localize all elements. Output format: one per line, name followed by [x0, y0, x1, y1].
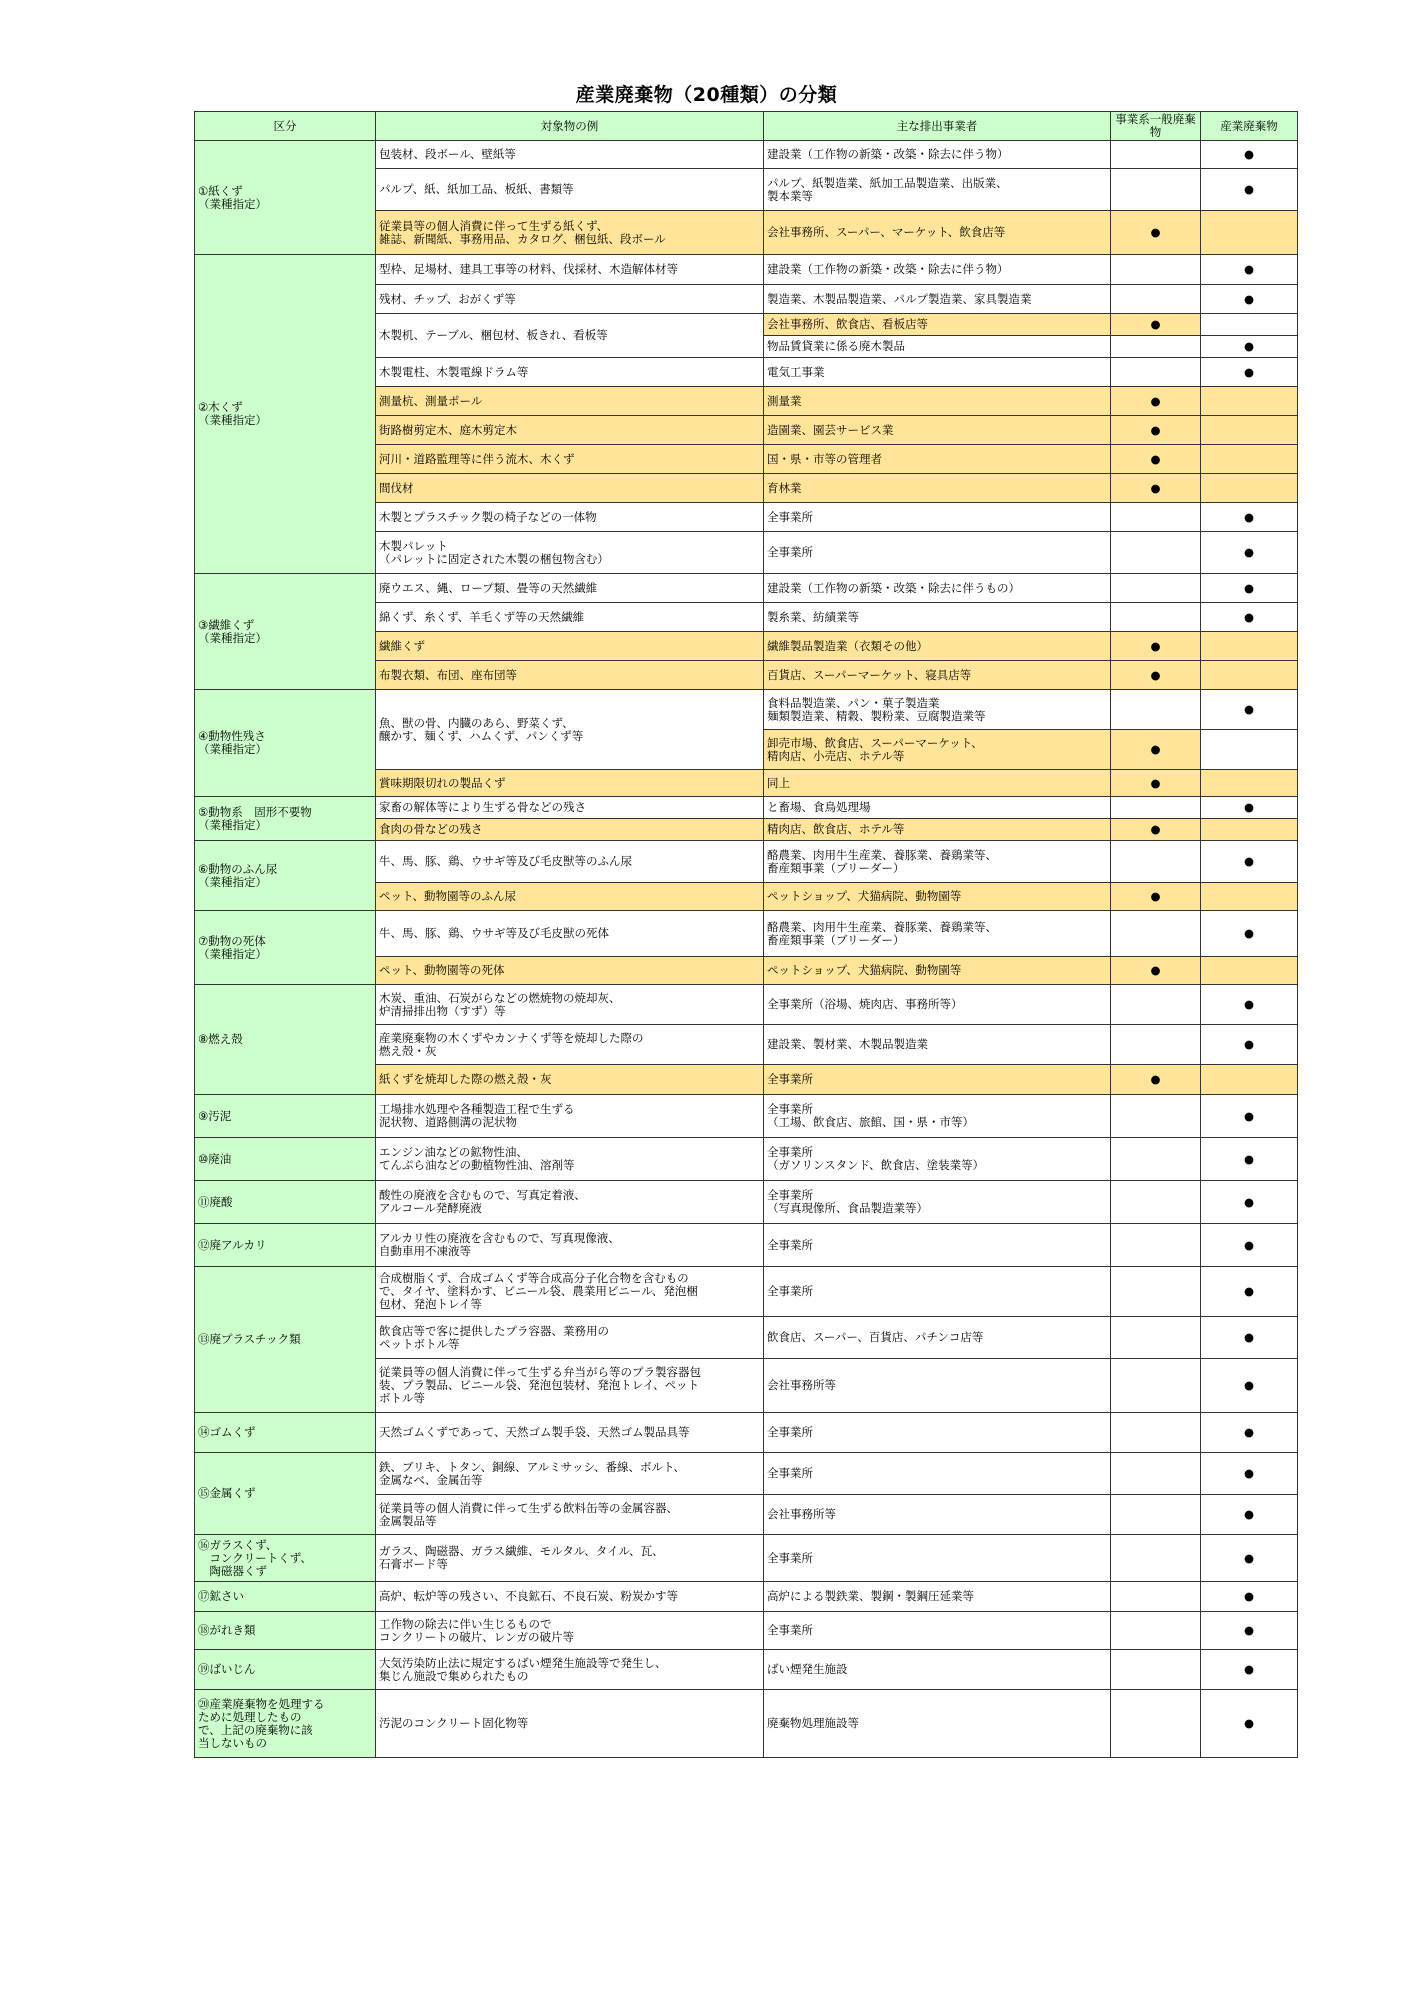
- example-cell: 街路樹剪定木、庭木剪定木: [376, 416, 764, 445]
- business-cell: ペットショップ、犬猫病院、動物園等: [764, 957, 1111, 985]
- business-cell: 電気工事業: [764, 358, 1111, 387]
- business-cell: 百貨店、スーパーマーケット、寝具店等: [764, 661, 1111, 690]
- category-treated-waste: ⑳産業廃棄物を処理する ために処理したもの で、上記の廃棄物に該 当しないもの: [195, 1690, 376, 1758]
- industrial-mark: ●: [1201, 532, 1298, 574]
- business-cell: 精肉店、飲食店、ホテル等: [764, 819, 1111, 841]
- example-cell: 型枠、足場材、建具工事等の材料、伐採材、木造解体材等: [376, 255, 764, 285]
- category-animal-solid: ⑤動物系 固形不要物 （業種指定）: [195, 797, 376, 841]
- business-cell: 高炉による製鉄業、製鋼・製鋼圧延業等: [764, 1582, 1111, 1612]
- example-cell: エンジン油などの鉱物性油、 てんぷら油などの動植物性油、溶剤等: [376, 1138, 764, 1181]
- business-cell: 建設業（工作物の新築・改築・除去に伴う物）: [764, 141, 1111, 169]
- industrial-mark: ●: [1201, 1690, 1298, 1758]
- waste-classification-table: [194, 111, 1298, 1758]
- general-mark: ●: [1111, 770, 1201, 797]
- example-cell: 鉄、ブリキ、トタン、銅線、アルミサッシ、番線、ボルト、 金属なべ、金属缶等: [376, 1453, 764, 1495]
- general-mark: ●: [1111, 314, 1201, 336]
- general-mark: [1111, 358, 1201, 387]
- industrial-mark: ●: [1201, 255, 1298, 285]
- industrial-mark: [1201, 314, 1298, 336]
- industrial-mark: ●: [1201, 336, 1298, 358]
- general-mark: [1111, 1095, 1201, 1138]
- example-cell: 木製机、テーブル、梱包材、板きれ、看板等: [376, 314, 764, 358]
- example-cell: 工場排水処理や各種製造工程で生ずる 泥状物、道路側溝の泥状物: [376, 1095, 764, 1138]
- industrial-mark: ●: [1201, 574, 1298, 603]
- example-cell: アルカリ性の廃液を含むもので、写真現像液、 自動車用不凍液等: [376, 1224, 764, 1267]
- general-mark: ●: [1111, 661, 1201, 690]
- example-cell: 木製電柱、木製電線ドラム等: [376, 358, 764, 387]
- general-mark: [1111, 574, 1201, 603]
- general-mark: ●: [1111, 474, 1201, 503]
- industrial-mark: [1201, 957, 1298, 985]
- industrial-mark: ●: [1201, 1582, 1298, 1612]
- industrial-mark: ●: [1201, 1224, 1298, 1267]
- business-cell: 会社事務所、スーパー、マーケット、飲食店等: [764, 211, 1111, 255]
- business-cell: 国・県・市等の管理者: [764, 445, 1111, 474]
- industrial-mark: ●: [1201, 169, 1298, 211]
- example-cell: 従業員等の個人消費に伴って生ずる紙くず、 雑誌、新聞紙、事務用品、カタログ、梱包紙、段ボール: [376, 211, 764, 255]
- industrial-mark: [1201, 819, 1298, 841]
- example-cell: 従業員等の個人消費に伴って生ずる飲料缶等の金属容器、 金属製品等: [376, 1495, 764, 1535]
- industrial-mark: ●: [1201, 1095, 1298, 1138]
- business-cell: 製造業、木製品製造業、パルプ製造業、家具製造業: [764, 285, 1111, 314]
- industrial-mark: [1201, 661, 1298, 690]
- industrial-mark: [1201, 445, 1298, 474]
- general-mark: [1111, 1495, 1201, 1535]
- example-cell: ペット、動物園等のふん尿: [376, 883, 764, 911]
- general-mark: [1111, 336, 1201, 358]
- example-cell: 酸性の廃液を含むもので、写真定着液、 アルコール発酵廃液: [376, 1181, 764, 1224]
- business-cell: 建設業、製材業、木製品製造業: [764, 1025, 1111, 1065]
- category-fiber: ③繊維くず （業種指定）: [195, 574, 376, 690]
- example-cell: 廃ウエス、縄、ロープ類、畳等の天然繊維: [376, 574, 764, 603]
- industrial-mark: ●: [1201, 841, 1298, 883]
- industrial-mark: ●: [1201, 285, 1298, 314]
- general-mark: [1111, 1612, 1201, 1650]
- table-row: [195, 1690, 1298, 1758]
- general-mark: [1111, 1224, 1201, 1267]
- example-cell: 木製パレット （パレットに固定された木製の梱包物含む）: [376, 532, 764, 574]
- example-cell: 牛、馬、豚、鶏、ウサギ等及び毛皮獣の死体: [376, 911, 764, 957]
- industrial-mark: ●: [1201, 1453, 1298, 1495]
- business-cell: と畜場、食鳥処理場: [764, 797, 1111, 819]
- general-mark: [1111, 285, 1201, 314]
- general-mark: ●: [1111, 819, 1201, 841]
- business-cell: 会社事務所等: [764, 1359, 1111, 1413]
- table-row: [195, 141, 1298, 169]
- industrial-mark: ●: [1201, 911, 1298, 957]
- example-cell: 綿くず、糸くず、羊毛くず等の天然繊維: [376, 603, 764, 632]
- business-cell: 酪農業、肉用牛生産業、養豚業、養鶏業等、 畜産類事業（ブリーダー）: [764, 841, 1111, 883]
- industrial-mark: [1201, 416, 1298, 445]
- table-row: [195, 690, 1298, 730]
- general-mark: [1111, 1690, 1201, 1758]
- general-mark: ●: [1111, 445, 1201, 474]
- example-cell: 魚、獣の骨、内臓のあら、野菜くず、 醸かす、麺くず、ハムくず、パンくず等: [376, 690, 764, 770]
- header-businesses: 主な排出事業者: [764, 112, 1111, 141]
- industrial-mark: [1201, 883, 1298, 911]
- example-cell: 布製衣類、布団、座布団等: [376, 661, 764, 690]
- example-cell: ガラス、陶磁器、ガラス繊維、モルタル、タイル、瓦、 石膏ボード等: [376, 1535, 764, 1582]
- table-row: [195, 1138, 1298, 1181]
- table-row: [195, 1535, 1298, 1582]
- industrial-mark: [1201, 730, 1298, 770]
- general-mark: [1111, 1267, 1201, 1317]
- general-mark: ●: [1111, 632, 1201, 661]
- category-animal-carcass: ⑦動物の死体 （業種指定）: [195, 911, 376, 985]
- example-cell: 木炭、重油、石炭がらなどの燃焼物の焼却灰、 炉清掃排出物（すず）等: [376, 985, 764, 1025]
- category-animal-manure: ⑥動物のふん尿 （業種指定）: [195, 841, 376, 911]
- example-cell: 汚泥のコンクリート固化物等: [376, 1690, 764, 1758]
- example-cell: 合成樹脂くず、合成ゴムくず等合成高分子化合物を含むもの で、タイヤ、塗料かす、ビニール袋、農業用ビニール、発泡梱 包材、発泡トレイ等: [376, 1267, 764, 1317]
- business-cell: 全事業所: [764, 1267, 1111, 1317]
- example-cell: 包装材、段ボール、壁紙等: [376, 141, 764, 169]
- example-cell: 繊維くず: [376, 632, 764, 661]
- business-cell: 会社事務所等: [764, 1495, 1111, 1535]
- industrial-mark: ●: [1201, 358, 1298, 387]
- business-cell: 全事業所: [764, 1453, 1111, 1495]
- example-cell: 従業員等の個人消費に伴って生ずる弁当がら等のプラ製容器包 装、プラ製品、ビニール袋、発泡包装材、発泡トレイ、ペット ボトル等: [376, 1359, 764, 1413]
- business-cell: 育林業: [764, 474, 1111, 503]
- industrial-mark: ●: [1201, 503, 1298, 532]
- general-mark: ●: [1111, 730, 1201, 770]
- general-mark: [1111, 797, 1201, 819]
- category-wood: ②木くず （業種指定）: [195, 255, 376, 574]
- page-title: 産業廃棄物（20種類）の分類: [575, 84, 838, 106]
- table-row: [195, 985, 1298, 1025]
- industrial-mark: ●: [1201, 1359, 1298, 1413]
- general-mark: ●: [1111, 883, 1201, 911]
- industrial-mark: [1201, 632, 1298, 661]
- general-mark: [1111, 1650, 1201, 1690]
- category-debris: ⑱がれき類: [195, 1612, 376, 1650]
- category-cinders: ⑧燃え殻: [195, 985, 376, 1095]
- example-cell: 測量杭、測量ポール: [376, 387, 764, 416]
- industrial-mark: [1201, 474, 1298, 503]
- general-mark: [1111, 1181, 1201, 1224]
- business-cell: 全事業所: [764, 503, 1111, 532]
- category-slag: ⑰鉱さい: [195, 1582, 376, 1612]
- table-row: [195, 1413, 1298, 1453]
- table-row: [195, 1267, 1298, 1317]
- business-cell: ばい煙発生施設: [764, 1650, 1111, 1690]
- industrial-mark: ●: [1201, 1181, 1298, 1224]
- table-row: [195, 1224, 1298, 1267]
- industrial-mark: [1201, 387, 1298, 416]
- business-cell: 物品賃貸業に係る廃木製品: [764, 336, 1111, 358]
- category-sludge: ⑨汚泥: [195, 1095, 376, 1138]
- business-cell: 全事業所 （写真現像所、食品製造業等）: [764, 1181, 1111, 1224]
- general-mark: ●: [1111, 416, 1201, 445]
- example-cell: 紙くずを焼却した際の燃え殻・灰: [376, 1065, 764, 1095]
- industrial-mark: ●: [1201, 141, 1298, 169]
- header-examples: 対象物の例: [376, 112, 764, 141]
- general-mark: [1111, 141, 1201, 169]
- table-row: [195, 1095, 1298, 1138]
- general-mark: [1111, 1138, 1201, 1181]
- general-mark: [1111, 911, 1201, 957]
- table-row: [195, 911, 1298, 957]
- general-mark: [1111, 985, 1201, 1025]
- table-row: [195, 841, 1298, 883]
- business-cell: パルプ、紙製造業、紙加工品製造業、出版業、 製本業等: [764, 169, 1111, 211]
- example-cell: パルプ、紙、紙加工品、板紙、書類等: [376, 169, 764, 211]
- industrial-mark: ●: [1201, 1495, 1298, 1535]
- category-soot-dust: ⑲ばいじん: [195, 1650, 376, 1690]
- example-cell: 牛、馬、豚、鶏、ウサギ等及び毛皮獣等のふん尿: [376, 841, 764, 883]
- general-mark: [1111, 1453, 1201, 1495]
- example-cell: 間伐材: [376, 474, 764, 503]
- industrial-mark: ●: [1201, 1317, 1298, 1359]
- category-glass-concrete-ceramic: ⑯ガラスくず、 コンクリートくず、 陶磁器くず: [195, 1535, 376, 1582]
- general-mark: [1111, 503, 1201, 532]
- general-mark: [1111, 1582, 1201, 1612]
- table-row: [195, 574, 1298, 603]
- industrial-mark: ●: [1201, 797, 1298, 819]
- general-mark: [1111, 1317, 1201, 1359]
- industrial-mark: ●: [1201, 690, 1298, 730]
- business-cell: 繊維製品製造業（衣類その他）: [764, 632, 1111, 661]
- table-row: [195, 1181, 1298, 1224]
- example-cell: 残材、チップ、おがくず等: [376, 285, 764, 314]
- table-row: [195, 1582, 1298, 1612]
- industrial-mark: ●: [1201, 1267, 1298, 1317]
- general-mark: [1111, 603, 1201, 632]
- industrial-mark: [1201, 770, 1298, 797]
- general-mark: [1111, 532, 1201, 574]
- business-cell: 食料品製造業、パン・菓子製造業 麺類製造業、精穀、製粉業、豆腐製造業等: [764, 690, 1111, 730]
- header-row: [195, 112, 1298, 141]
- general-mark: ●: [1111, 387, 1201, 416]
- category-waste-oil: ⑩廃油: [195, 1138, 376, 1181]
- example-cell: 食肉の骨などの残さ: [376, 819, 764, 841]
- general-mark: [1111, 169, 1201, 211]
- business-cell: 卸売市場、飲食店、スーパーマーケット、 精肉店、小売店、ホテル等: [764, 730, 1111, 770]
- business-cell: 全事業所 （工場、飲食店、旅館、国・県・市等）: [764, 1095, 1111, 1138]
- category-paper: ①紙くず （業種指定）: [195, 141, 376, 255]
- table-row: [195, 797, 1298, 819]
- category-waste-acid: ⑪廃酸: [195, 1181, 376, 1224]
- general-mark: ●: [1111, 211, 1201, 255]
- general-mark: [1111, 841, 1201, 883]
- example-cell: 産業廃棄物の木くずやカンナくず等を焼却した際の 燃え殻・灰: [376, 1025, 764, 1065]
- industrial-mark: ●: [1201, 1612, 1298, 1650]
- business-cell: 会社事務所、飲食店、看板店等: [764, 314, 1111, 336]
- industrial-mark: ●: [1201, 603, 1298, 632]
- category-waste-alkali: ⑫廃アルカリ: [195, 1224, 376, 1267]
- industrial-mark: ●: [1201, 1650, 1298, 1690]
- example-cell: 木製とプラスチック製の椅子などの一体物: [376, 503, 764, 532]
- category-waste-plastic: ⑬廃プラスチック類: [195, 1267, 376, 1413]
- industrial-mark: ●: [1201, 1025, 1298, 1065]
- example-cell: 大気汚染防止法に規定するばい煙発生施設等で発生し、 集じん施設で集められたもの: [376, 1650, 764, 1690]
- industrial-mark: [1201, 211, 1298, 255]
- industrial-mark: ●: [1201, 1138, 1298, 1181]
- industrial-mark: [1201, 1065, 1298, 1095]
- business-cell: 全事業所: [764, 1413, 1111, 1453]
- category-metal: ⑮金属くず: [195, 1453, 376, 1535]
- industrial-mark: ●: [1201, 1535, 1298, 1582]
- table-row: [195, 1453, 1298, 1495]
- business-cell: 製糸業、紡績業等: [764, 603, 1111, 632]
- example-cell: 賞味期限切れの製品くず: [376, 770, 764, 797]
- header-general-waste: 事業系一般廃棄物: [1111, 112, 1201, 141]
- business-cell: 廃棄物処理施設等: [764, 1690, 1111, 1758]
- general-mark: [1111, 1025, 1201, 1065]
- business-cell: 全事業所: [764, 1612, 1111, 1650]
- business-cell: 酪農業、肉用牛生産業、養豚業、養鶏業等、 畜産類事業（ブリーダー）: [764, 911, 1111, 957]
- header-industrial-waste: 産業廃棄物: [1201, 112, 1298, 141]
- business-cell: 全事業所: [764, 1065, 1111, 1095]
- business-cell: 測量業: [764, 387, 1111, 416]
- business-cell: 造園業、園芸サービス業: [764, 416, 1111, 445]
- example-cell: 河川・道路監理等に伴う流木、木くず: [376, 445, 764, 474]
- industrial-mark: ●: [1201, 1413, 1298, 1453]
- general-mark: [1111, 1359, 1201, 1413]
- business-cell: 飲食店、スーパー、百貨店、パチンコ店等: [764, 1317, 1111, 1359]
- business-cell: 建設業（工作物の新築・改築・除去に伴うもの）: [764, 574, 1111, 603]
- example-cell: ペット、動物園等の死体: [376, 957, 764, 985]
- category-animal-residue: ④動物性残さ （業種指定）: [195, 690, 376, 797]
- industrial-mark: ●: [1201, 985, 1298, 1025]
- example-cell: 工作物の除去に伴い生じるもので コンクリートの破片、レンガの破片等: [376, 1612, 764, 1650]
- business-cell: 全事業所: [764, 1224, 1111, 1267]
- example-cell: 飲食店等で客に提供したプラ容器、業務用の ペットボトル等: [376, 1317, 764, 1359]
- general-mark: [1111, 1535, 1201, 1582]
- example-cell: 天然ゴムくずであって、天然ゴム製手袋、天然ゴム製品具等: [376, 1413, 764, 1453]
- business-cell: 全事業所 （ガソリンスタンド、飲食店、塗装業等）: [764, 1138, 1111, 1181]
- business-cell: ペットショップ、犬猫病院、動物園等: [764, 883, 1111, 911]
- table-row: [195, 255, 1298, 285]
- general-mark: [1111, 690, 1201, 730]
- general-mark: [1111, 255, 1201, 285]
- general-mark: ●: [1111, 957, 1201, 985]
- example-cell: 家畜の解体等により生ずる骨などの残さ: [376, 797, 764, 819]
- business-cell: 全事業所: [764, 532, 1111, 574]
- header-category: 区分: [195, 112, 376, 141]
- general-mark: [1111, 1413, 1201, 1453]
- example-cell: 高炉、転炉等の残さい、不良鉱石、不良石炭、粉炭かす等: [376, 1582, 764, 1612]
- category-rubber: ⑭ゴムくず: [195, 1413, 376, 1453]
- table-row: [195, 1650, 1298, 1690]
- business-cell: 同上: [764, 770, 1111, 797]
- business-cell: 全事業所（浴場、焼肉店、事務所等）: [764, 985, 1111, 1025]
- table-row: [195, 1612, 1298, 1650]
- business-cell: 建設業（工作物の新築・改築・除去に伴う物）: [764, 255, 1111, 285]
- business-cell: 全事業所: [764, 1535, 1111, 1582]
- general-mark: ●: [1111, 1065, 1201, 1095]
